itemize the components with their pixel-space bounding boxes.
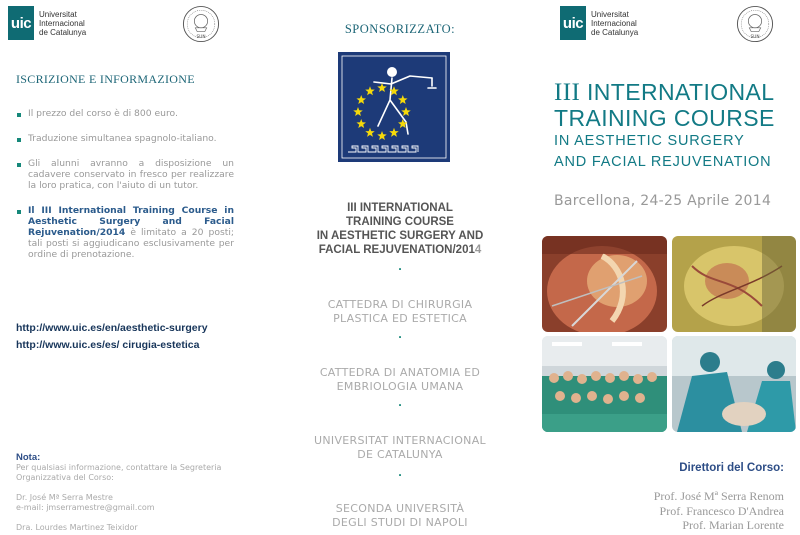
uic-logo bbox=[560, 6, 638, 40]
institution-anatomia: CATTEDRA DI ANATOMIA ED EMBRIOLOGIA UMANA bbox=[319, 366, 481, 393]
institution-chirurgia: CATTEDRA DI CHIRURGIA PLASTICA ED ESTETICA bbox=[327, 298, 473, 325]
photo-group bbox=[542, 336, 667, 432]
photo-surgery-closeup bbox=[542, 236, 667, 332]
institution-sun: SECONDA UNIVERSITÀ DEGLI STUDI DI NAPOLI bbox=[332, 502, 468, 529]
right-panel bbox=[540, 0, 800, 535]
left-panel bbox=[0, 0, 250, 535]
director-name: Prof. Marian Lorente bbox=[682, 518, 784, 532]
institution-uic: UNIVERSITAT INTERNACIONAL DE CATALUNYA bbox=[314, 434, 486, 461]
svg-text:SUN: SUN bbox=[196, 34, 206, 40]
uic-logo-mark: uic bbox=[8, 6, 34, 40]
list-item: Gli alunni avranno a disposizione un cadavere conservato in fresco per realizzare la loro pratica, con l'aiuto di un tutor. bbox=[28, 158, 234, 191]
svg-text:SUN: SUN bbox=[750, 34, 760, 40]
separator-dot: . bbox=[398, 468, 402, 479]
link-aesthetic-surgery-en[interactable]: http://www.uic.es/en/aesthetic-surgery bbox=[16, 322, 208, 334]
uic-logo bbox=[8, 6, 86, 40]
separator-dot: . bbox=[398, 398, 402, 409]
section-title: ISCRIZIONE E INFORMAZIONE bbox=[16, 72, 195, 86]
sponsor-label: SPONSORIZZATO: bbox=[344, 22, 456, 36]
uic-logo-name: Universitat Internacional de Catalunya bbox=[591, 9, 639, 37]
director-name: Prof. Francesco D'Andrea bbox=[659, 503, 784, 518]
course-date: Barcellona, 24-25 Aprile 2014 bbox=[554, 193, 772, 209]
eu-sponsor-logo bbox=[338, 52, 450, 162]
note-heading: Nota: bbox=[16, 452, 41, 463]
separator-dot: . bbox=[398, 330, 402, 341]
list-item: Il prezzo del corso è di 800 euro. bbox=[28, 108, 234, 119]
course-links bbox=[16, 320, 208, 354]
photo-surgeons bbox=[672, 336, 796, 432]
middle-panel bbox=[275, 0, 525, 535]
director-name: Prof. José Mª Serra Renom bbox=[653, 489, 784, 503]
note-block: Nota: Per qualsiasi informazione, contattare la Segreteria Organizzativa del Corso: Dr. José Mª Serra Mestre e-mail: jmserramestre@gmail.com Dra. Lourdes Martinez Teixidor bbox=[16, 452, 256, 533]
list-item: Il III International Training Course in Aesthetic Surgery and Facial Rejuvenation/2014 è limitato a 20 posti; tali posti si aggiudicano esclusivamente per ordine di prenotazione. bbox=[28, 205, 234, 260]
directors-heading: Direttori del Corso: bbox=[679, 462, 784, 474]
uic-logo-name: Universitat Internacional de Catalunya bbox=[39, 9, 87, 37]
separator-dot: . bbox=[398, 262, 402, 273]
info-list bbox=[28, 108, 234, 274]
photo-anatomy-closeup bbox=[672, 236, 796, 332]
list-item: Traduzione simultanea spagnolo-italiano. bbox=[28, 133, 234, 144]
link-cirugia-estetica-es[interactable]: http://www.uic.es/es/ cirugia-estetica bbox=[16, 339, 200, 351]
sun-seal-logo bbox=[736, 5, 774, 43]
sun-seal-logo bbox=[182, 5, 220, 43]
directors-list bbox=[654, 489, 784, 533]
uic-logo-mark: uic bbox=[560, 6, 586, 40]
mid-course-title: III INTERNATIONAL TRAINING COURSE IN AESTHETIC SURGERY AND FACIAL REJUVENATION/2014 bbox=[316, 202, 484, 256]
contact-email: e-mail: jmserramestre@gmail.com bbox=[16, 503, 155, 512]
course-title: III INTERNATIONAL TRAINING COURSE IN AESTHETIC SURGERY AND FACIAL REJUVENATION bbox=[554, 79, 775, 170]
